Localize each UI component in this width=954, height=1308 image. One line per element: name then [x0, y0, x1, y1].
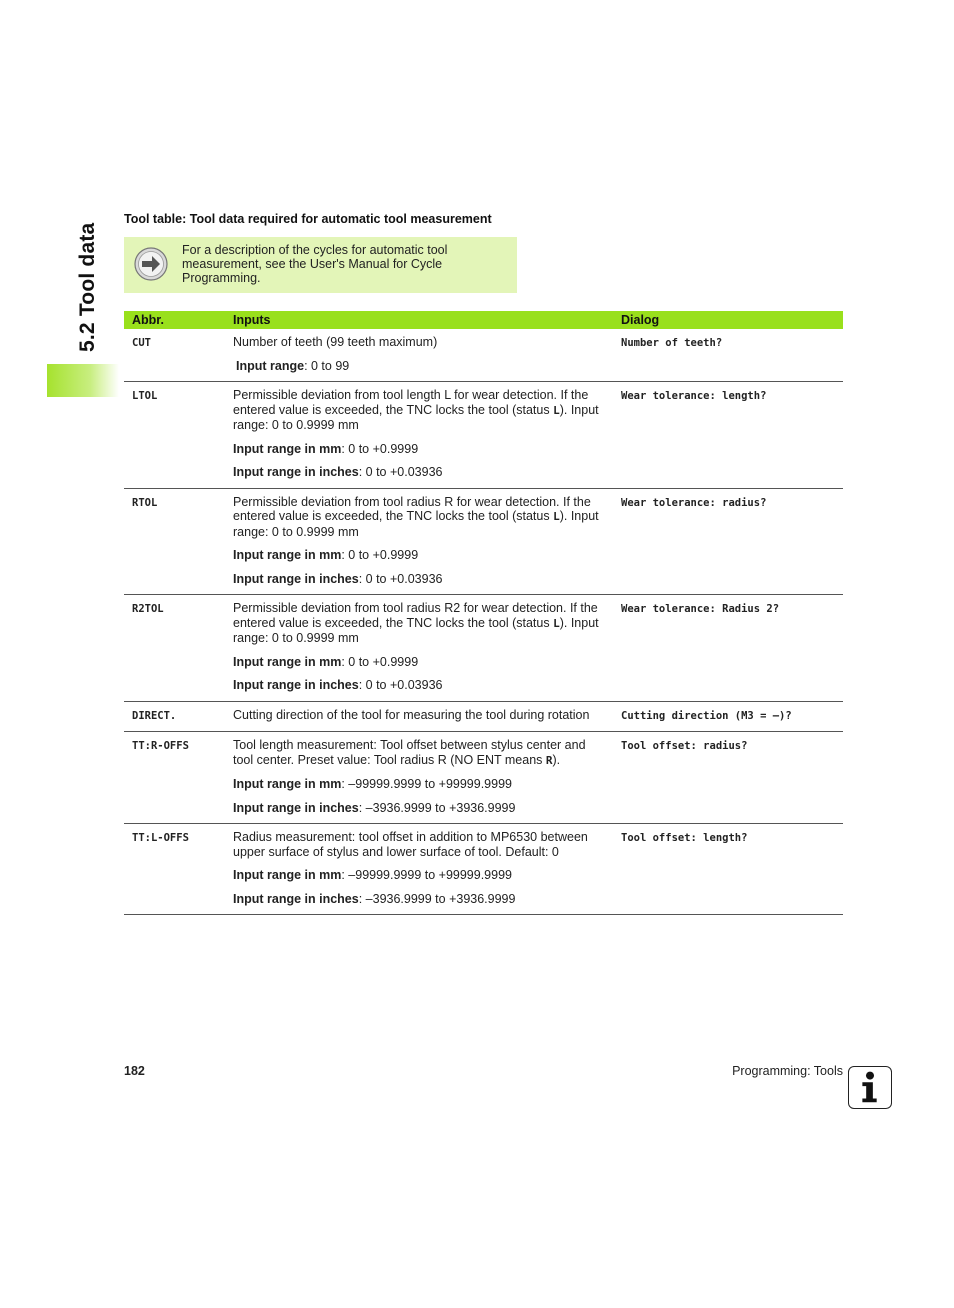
status-ref: L — [553, 403, 560, 417]
abbr-code: TT:L-OFFS — [132, 832, 189, 844]
input-range-label: Input range in mm — [233, 777, 342, 791]
table-row — [124, 329, 843, 382]
abbr-code: CUT — [132, 337, 151, 349]
abbr-code: LTOL — [132, 390, 158, 402]
dialog-prompt: Tool offset: length? — [621, 832, 748, 844]
abbr-cell — [124, 488, 225, 595]
input-range-label: Input range in mm — [233, 441, 342, 456]
status-ref: L — [553, 510, 560, 523]
input-range — [233, 678, 605, 693]
abbr-cell — [124, 824, 225, 915]
input-description — [233, 708, 605, 723]
footer-section: Programming: Tools — [732, 1064, 843, 1078]
description-text-end: ). — [552, 752, 561, 767]
abbr-cell — [124, 329, 225, 382]
input-range-value: : 0 to 99 — [304, 358, 350, 373]
input-range-value: : –3936.9999 to +3936.9999 — [358, 800, 516, 815]
input-range — [233, 655, 605, 670]
input-range-label: Input range in mm — [233, 654, 342, 669]
dialog-cell — [613, 701, 843, 732]
dialog-cell — [613, 329, 843, 382]
inputs-cell — [225, 329, 613, 382]
status-ref: R — [545, 753, 553, 767]
input-range — [233, 892, 605, 907]
description-text: Cutting direction of the tool for measuring the tool during rotation — [233, 707, 590, 722]
input-description — [233, 388, 605, 433]
input-range-label: Input range in inches — [233, 891, 359, 906]
description-text-end: ). Input range: 0 to 0.9999 mm — [233, 509, 599, 539]
input-range-label: Input range in mm — [233, 868, 342, 882]
table-header-row — [124, 311, 843, 329]
input-range-label: Input range — [236, 358, 305, 373]
inputs-cell — [225, 701, 613, 732]
description-text: Number of teeth (99 teeth maximum) — [233, 335, 438, 349]
description-text: Permissible deviation from tool radius R for wear detection. If the entered value is exceeded, the TNC locks the tool (status — [233, 494, 591, 523]
description-text-end: ). Input range: 0 to 0.9999 mm — [233, 402, 599, 432]
note-text: For a description of the cycles for automatic tool measurement, see the User's Manual for Cycle Programming. — [182, 243, 448, 285]
input-range-value: : 0 to +0.9999 — [341, 654, 419, 669]
input-range-value: : 0 to +0.9999 — [341, 441, 419, 456]
info-icon — [848, 1066, 892, 1109]
input-range-label: Input range in inches — [233, 800, 359, 815]
input-range-value: : –3936.9999 to +3936.9999 — [358, 891, 516, 906]
header-abbr: Abbr. — [124, 311, 225, 329]
input-description — [233, 335, 605, 350]
abbr-code: DIRECT. — [132, 709, 177, 722]
input-description — [233, 738, 605, 768]
table-row — [124, 382, 843, 489]
description-text: Permissible deviation from tool length L for wear detection. If the entered value is exceeded, the TNC locks the tool (status — [233, 388, 589, 417]
input-range-label: Input range in inches — [233, 465, 359, 479]
header-inputs: Inputs — [225, 311, 613, 329]
dialog-cell — [613, 824, 843, 915]
dialog-prompt: Wear tolerance: Radius 2? — [621, 603, 780, 615]
dialog-prompt: Number of teeth? — [621, 337, 723, 349]
input-range — [233, 548, 605, 563]
input-description — [233, 830, 605, 859]
description-text: Permissible deviation from tool radius R2 for wear detection. If the entered value is exceeded, the TNC locks the tool (status — [233, 601, 598, 630]
chapter-tab-marker — [47, 364, 119, 397]
input-range — [233, 777, 605, 792]
dialog-cell — [613, 732, 843, 824]
dialog-prompt: Cutting direction (M3 = –)? — [621, 709, 792, 722]
input-range-value: : 0 to +0.03936 — [358, 678, 443, 692]
abbr-cell — [124, 382, 225, 489]
input-range-value: : –99999.9999 to +99999.9999 — [341, 868, 512, 882]
description-text-end: ). Input range: 0 to 0.9999 mm — [233, 615, 599, 645]
table-row — [124, 488, 843, 595]
input-description — [233, 601, 605, 646]
page-number: 182 — [124, 1064, 145, 1078]
input-range-value: : 0 to +0.03936 — [358, 465, 443, 479]
input-range-label: Input range in inches — [233, 571, 359, 586]
input-range-label: Input range in mm — [233, 548, 342, 562]
inputs-cell — [225, 595, 613, 702]
input-range — [233, 801, 605, 816]
header-dialog: Dialog — [613, 311, 843, 329]
abbr-cell — [124, 595, 225, 702]
input-range — [233, 465, 605, 480]
arrow-right-icon — [134, 247, 168, 281]
abbr-code: R2TOL — [132, 603, 164, 615]
abbr-code: RTOL — [132, 496, 158, 509]
chapter-side-title: 5.2 Tool data — [76, 222, 99, 352]
input-range-value: : –99999.9999 to +99999.9999 — [341, 777, 512, 791]
section-heading: Tool table: Tool data required for automatic tool measurement — [124, 212, 492, 226]
table-row — [124, 701, 843, 732]
input-range — [233, 442, 605, 457]
tool-data-table — [124, 311, 843, 915]
dialog-prompt: Wear tolerance: radius? — [621, 496, 767, 509]
note-box — [124, 237, 517, 293]
input-description — [233, 495, 605, 540]
dialog-cell — [613, 382, 843, 489]
input-range — [233, 572, 605, 587]
dialog-prompt: Tool offset: radius? — [621, 740, 748, 752]
input-range-value: : 0 to +0.9999 — [341, 548, 419, 562]
abbr-code: TT:R-OFFS — [132, 740, 189, 752]
dialog-cell — [613, 488, 843, 595]
abbr-cell — [124, 701, 225, 732]
input-range — [233, 868, 605, 883]
description-text: Tool length measurement: Tool offset between stylus center and tool center. Preset value: Tool radius R (NO ENT means — [233, 738, 586, 767]
input-range — [233, 359, 605, 374]
input-range-value: : 0 to +0.03936 — [358, 571, 443, 586]
dialog-cell — [613, 595, 843, 702]
inputs-cell — [225, 732, 613, 824]
dialog-prompt: Wear tolerance: length? — [621, 390, 767, 402]
inputs-cell — [225, 824, 613, 915]
description-text: Radius measurement: tool offset in addition to MP6530 between upper surface of stylus and lower surface of tool. Default: 0 — [233, 830, 588, 859]
table-row — [124, 732, 843, 824]
input-range-label: Input range in inches — [233, 678, 359, 692]
table-row — [124, 595, 843, 702]
status-ref: L — [553, 616, 560, 630]
inputs-cell — [225, 488, 613, 595]
table-row — [124, 824, 843, 915]
abbr-cell — [124, 732, 225, 824]
inputs-cell — [225, 382, 613, 489]
